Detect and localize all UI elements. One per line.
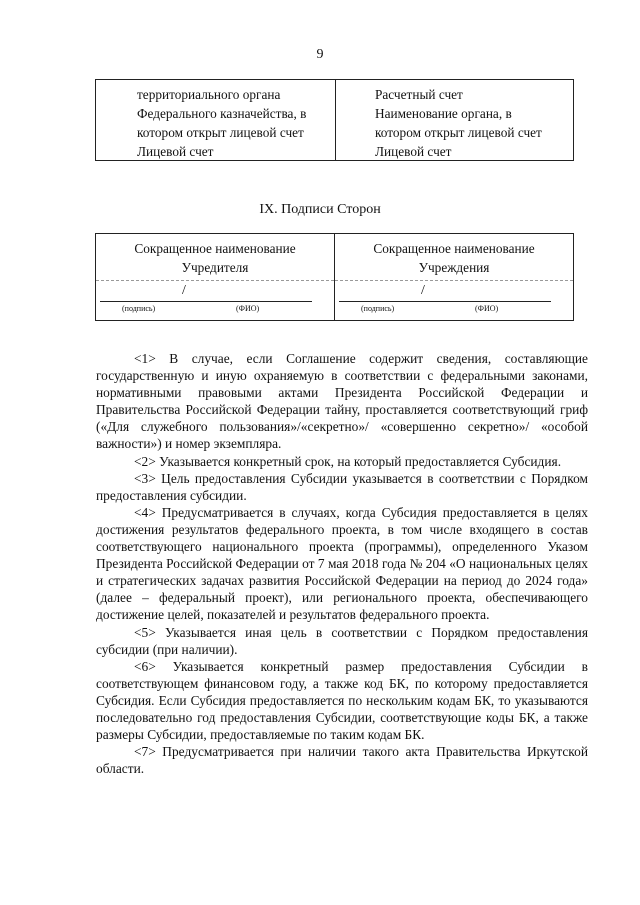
footnote-6: <6> Указывается конкретный размер предоставления Субсидии в соответствующем финансовом году, а также код БК, по которому предоставляется Субсидия. Если Субсидия предоставляется по нескольким кодам БК, то указываются последовательно год предоставления Субсидии, соответствующие коды БК, а также размеры Субсидии, предоставляемые по таким кодам БК. [96, 658, 588, 743]
footnote-1: <1> В случае, если Соглашение содержит сведения, составляющие государственную и иную охраняемую в соответствии с федеральными законами, нормативными правовыми актами Президента Российской Федерации и Правительства Российской Федерации тайну, проставляется соответствующий гриф («Для служебного пользования»/«секретно»/ «совершенно секретно»/ «особой важности») и номер экземпляра. [96, 351, 588, 452]
footnote-3: <3> Цель предоставления Субсидии указывается в соответствии с Порядком предоставления субсидии. [96, 470, 588, 503]
requisites-left-line: Лицевой счет [137, 144, 214, 159]
founder-name-line1: Сокращенное наименование [134, 241, 296, 256]
signature-block-founder [96, 234, 335, 320]
page-number: 9 [316, 47, 324, 62]
signature-slash: / [182, 283, 186, 298]
institution-name-line1: Сокращенное наименование [373, 241, 535, 256]
requisites-right-line: Наименование органа, в [375, 106, 512, 121]
signature-separator [335, 280, 573, 281]
requisites-left-line: территориального органа [137, 87, 281, 102]
footnote-7: <7> Предусматривается при наличии такого акта Правительства Иркутской области. [96, 744, 588, 777]
institution-name-line2: Учреждения [418, 260, 490, 275]
institution-signature-line [339, 283, 551, 302]
footnote-2: <2> Указывается конкретный срок, на который предоставляется Субсидия. [134, 453, 562, 469]
founder-name [96, 239, 334, 277]
signature-slash: / [421, 283, 425, 298]
requisites-right-column [336, 80, 573, 160]
requisites-table [95, 79, 574, 161]
signature-block-institution [335, 234, 573, 320]
footnote-5: <5> Указывается иная цель в соответствии с Порядком предоставления субсидии (при наличии). [96, 624, 588, 657]
institution-fio-caption: (ФИО) [475, 304, 499, 313]
signatures-table [95, 233, 574, 321]
requisites-left-line: котором открыт лицевой счет [137, 125, 304, 140]
founder-fio-caption: (ФИО) [236, 304, 260, 313]
signature-separator [96, 280, 334, 281]
requisites-right-line: Лицевой счет [375, 144, 452, 159]
footnotes [96, 350, 588, 777]
institution-sign-caption: (подпись) [361, 304, 395, 313]
section-title: IX. Подписи Сторон [259, 202, 381, 217]
institution-name [335, 239, 573, 277]
requisites-left-column [96, 80, 336, 160]
requisites-right-line: Расчетный счет [375, 87, 463, 102]
requisites-left-line: Федерального казначейства, в [137, 106, 307, 121]
requisites-right-line: котором открыт лицевой счет [375, 125, 542, 140]
footnote-4: <4> Предусматривается в случаях, когда Субсидия предоставляется в целях достижения результатов федерального проекта, в том числе входящего в состав соответствующего национального проекта (программы), определенного Указом Президента Российской Федерации от 7 мая 2018 года № 204 «О национальных целях и стратегических задачах развития Российской Федерации на период до 2024 года» (далее – федеральный проект), или регионального проекта, обеспечивающего достижение целей, показателей и результатов федерального проекта. [96, 504, 588, 623]
founder-signature-line [100, 283, 312, 302]
founder-name-line2: Учредителя [181, 260, 249, 275]
founder-sign-caption: (подпись) [122, 304, 156, 313]
